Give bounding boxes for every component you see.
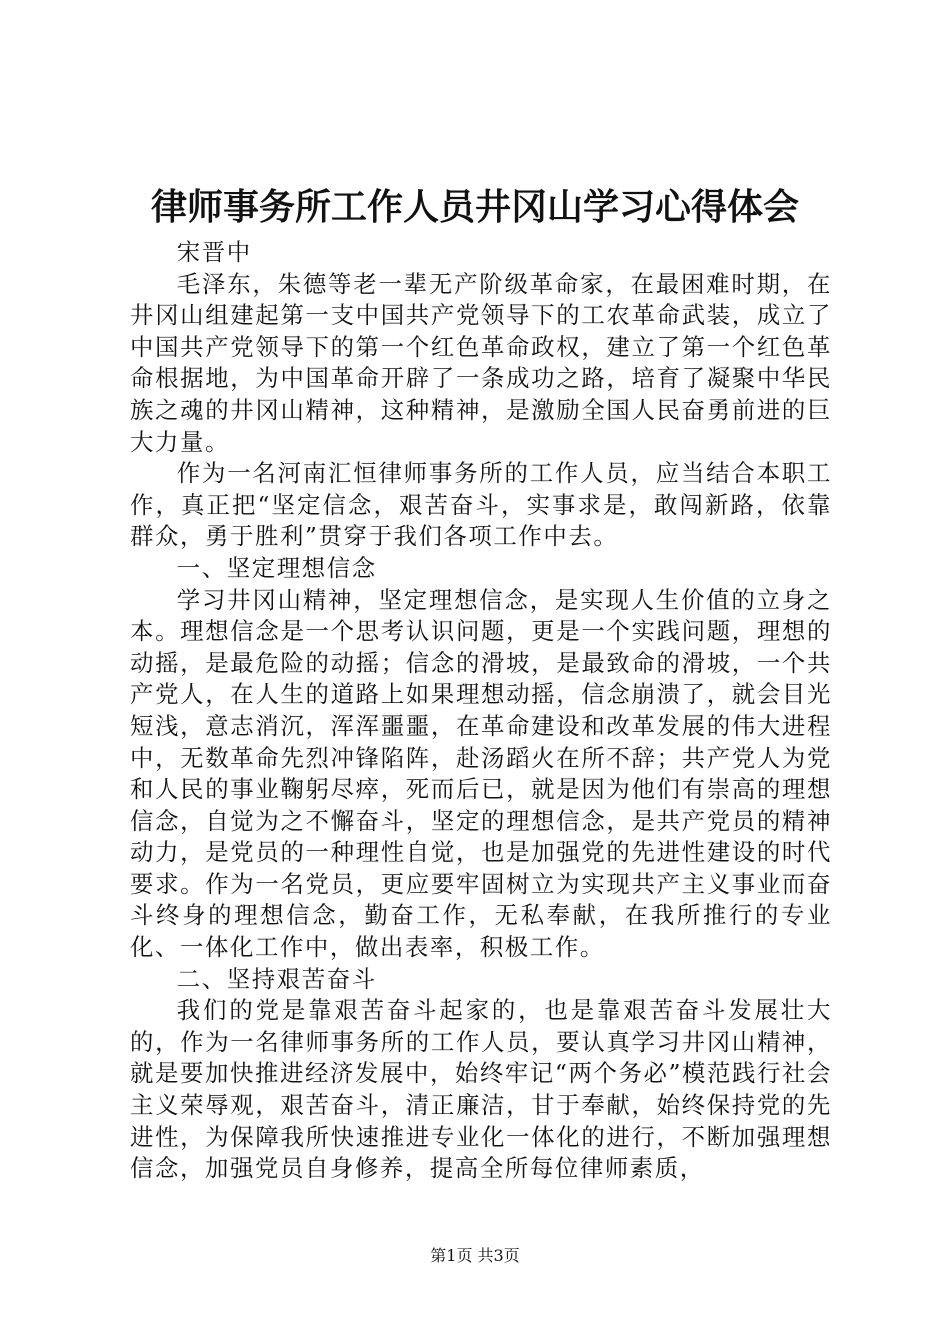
paragraph-role: 作为一名河南汇恒律师事务所的工作人员，应当结合本职工作，真正把“坚定信念，艰苦奋斗，实事求是，敢闯新路，依靠群众，勇于胜利”贯穿于我们各项工作中去。: [130, 459, 832, 551]
section-1-heading: 一、坚定理想信念: [176, 553, 377, 582]
page-footer: 第1页 共3页: [430, 1246, 520, 1265]
document-body: [130, 237, 832, 1185]
section-2-text: 我们的党是靠艰苦奋斗起家的，也是靠艰苦奋斗发展壮大的，作为一名律师事务所的工作人员，要认真学习井冈山精神，就是要加快推进经济发展中，始终牢记“两个务必”模范践行社会主义荣辱观，艰苦奋斗，清正廉洁，甘于奉献，始终保持党的先进性，为保障我所快速推进专业化一体化的进行，不断加强理想信念，加强党员自身修养，提高全所每位律师素质，: [130, 996, 832, 1183]
section-2-heading: 二、坚持艰苦奋斗: [176, 964, 377, 993]
section-1-text: 学习井冈山精神，坚定理想信念，是实现人生价值的立身之本。理想信念是一个思考认识问题，更是一个实践问题，理想的动摇，是最危险的动摇；信念的滑坡，是最致命的滑坡，一个共产党人，在人生的道路上如果理想动摇，信念崩溃了，就会目光短浅，意志消沉，浑浑噩噩，在革命建设和改革发展的伟大进程中，无数革命先烈冲锋陷阵，赴汤蹈火在所不辞；共产党人为党和人民的事业鞠躬尽瘁，死而后已，就是因为他们有崇高的理想信念，自觉为之不懈奋斗，坚定的理想信念，是共产党员的精神动力，是党员的一种理性自觉，也是加强党的先进性建设的时代要求。作为一名党员，更应要牢固树立为实现共产主义事业而奋斗终身的理想信念，勤奋工作，无私奉献，在我所推行的专业化、一体化工作中，做出表率，积极工作。: [130, 585, 832, 962]
author-name: 宋晋中: [176, 238, 252, 266]
document-title: 律师事务所工作人员井冈山学习心得体会: [150, 186, 799, 228]
paragraph-intro: 毛泽东，朱德等老一辈无产阶级革命家，在最困难时期，在井冈山组建起第一支中国共产党领导下的工农革命武装，成立了中国共产党领导下的第一个红色革命政权，建立了第一个红色革命根据地，为中国革命开辟了一条成功之路，培育了凝聚中华民族之魂的井冈山精神，这种精神，是激励全国人民奋勇前进的巨大力量。: [130, 269, 832, 456]
